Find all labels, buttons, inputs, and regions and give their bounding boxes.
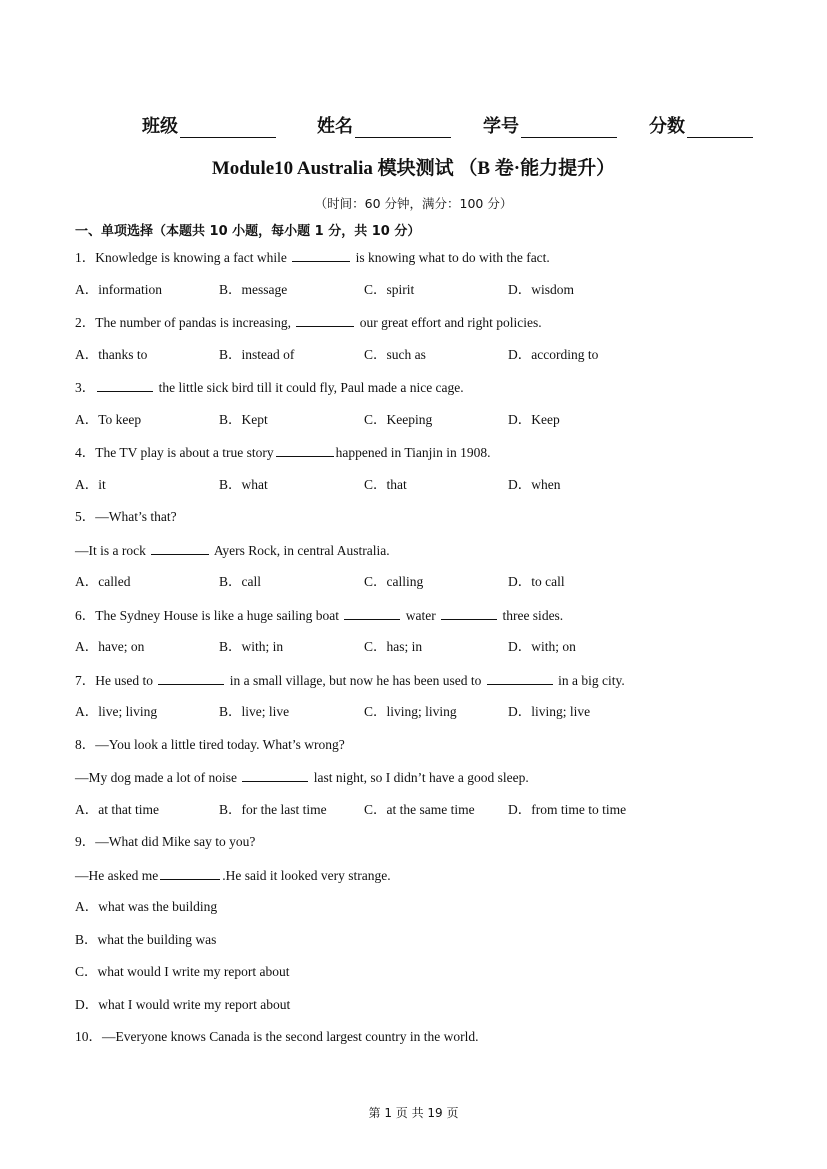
answer-blank [97, 377, 153, 392]
score-blank [687, 117, 753, 138]
name-field [317, 112, 451, 138]
question-4-stem: 4．The TV play is about a true story happened in Tianjin in 1908. [75, 442, 490, 462]
question-4-option-a: A．it [75, 477, 106, 492]
score-label: 分数 [649, 116, 685, 137]
question-4-option-d: D．when [508, 477, 561, 492]
question-8-option-d: D．from time to time [508, 802, 627, 817]
question-2-option-b: B．instead of [219, 347, 295, 362]
answer-blank [276, 442, 334, 457]
question-8-option-a: A．at that time [75, 802, 159, 817]
question-5-option-d: D．to call [508, 574, 565, 589]
question-1-option-d: D．wisdom [508, 282, 575, 297]
question-5-dialog-line: —It is a rock Ayers Rock, in central Australia. [75, 540, 390, 560]
question-1-option-c: C．spirit [364, 282, 415, 297]
question-7-option-d: D．living; live [508, 704, 591, 719]
question-3-option-b: B．Kept [219, 412, 268, 427]
question-1-option-b: B．message [219, 282, 288, 297]
question-5-option-a: A．called [75, 574, 131, 589]
question-6-option-b: B．with; in [219, 639, 284, 654]
question-6-option-c: C．has; in [364, 639, 423, 654]
answer-blank [242, 767, 308, 782]
section-heading: 一、单项选择（本题共 10 小题，每小题 1 分，共 10 分） [75, 224, 421, 239]
question-2-option-d: D．according to [508, 347, 599, 362]
exam-title: Module10 Australia 模块测试 （B 卷·能力提升） [211, 158, 616, 179]
student-number-blank [521, 117, 617, 138]
question-6-option-d: D．with; on [508, 639, 576, 654]
question-8-option-b: B．for the last time [219, 802, 327, 817]
question-3-option-c: C．Keeping [364, 412, 433, 427]
question-9-stem: 9．—What did Mike say to you? [75, 834, 256, 849]
question-5-stem: 5．—What’s that? [75, 509, 177, 524]
question-1-stem: 1．Knowledge is knowing a fact while is knowing what to do with the fact. [75, 247, 550, 267]
question-10-stem: 10．—Everyone knows Canada is the second largest country in the world. [75, 1029, 479, 1044]
answer-blank [296, 312, 354, 327]
question-9-option-d: D．what I would write my report about [75, 997, 291, 1012]
answer-blank [344, 605, 400, 620]
question-2-option-a: A．thanks to [75, 347, 148, 362]
answer-blank [292, 247, 350, 262]
question-7-option-c: C．living; living [364, 704, 457, 719]
answer-blank [441, 605, 497, 620]
question-9-dialog-line: —He asked me .He said it looked very strange. [75, 865, 391, 885]
question-9-option-b: B．what the building was [75, 932, 217, 947]
name-blank [355, 117, 451, 138]
question-8-option-c: C．at the same time [364, 802, 475, 817]
question-2-option-c: C．such as [364, 347, 426, 362]
class-field [142, 112, 276, 138]
answer-blank [151, 540, 209, 555]
answer-blank [160, 865, 220, 880]
question-6-option-a: A．have; on [75, 639, 145, 654]
question-7-stem: 7．He used to in a small village, but now he has been used to in a big city. [75, 670, 625, 690]
name-label: 姓名 [317, 116, 353, 137]
question-3-stem: 3． the little sick bird till it could fly, Paul made a nice cage. [75, 377, 464, 397]
question-7-option-b: B．live; live [219, 704, 290, 719]
student-number-label: 学号 [483, 116, 519, 137]
question-2-stem: 2．The number of pandas is increasing, our great effort and right policies. [75, 312, 542, 332]
question-9-option-a: A．what was the building [75, 899, 218, 914]
question-3-option-d: D．Keep [508, 412, 560, 427]
question-8-dialog-line: —My dog made a lot of noise last night, so I didn’t have a good sleep. [75, 767, 529, 787]
student-info-header [0, 112, 827, 136]
class-blank [180, 117, 276, 138]
answer-blank [487, 670, 553, 685]
question-4-option-b: B．what [219, 477, 268, 492]
question-9-option-c: C．what would I write my report about [75, 964, 290, 979]
page-footer: 第 1 页 共 19 页 [368, 1106, 459, 1120]
question-7-option-a: A．live; living [75, 704, 158, 719]
answer-blank [158, 670, 224, 685]
question-6-stem: 6．The Sydney House is like a huge sailing boat water three sides. [75, 605, 563, 625]
question-5-option-c: C．calling [364, 574, 424, 589]
question-1-option-a: A．information [75, 282, 162, 297]
student-number-field [483, 112, 617, 138]
question-3-option-a: A．To keep [75, 412, 142, 427]
question-8-stem: 8．—You look a little tired today. What’s wrong? [75, 737, 345, 752]
class-label: 班级 [142, 116, 178, 137]
score-field [649, 112, 753, 138]
exam-subtitle: （时间：60 分钟，满分：100 分） [314, 196, 513, 211]
question-4-option-c: C．that [364, 477, 407, 492]
question-5-option-b: B．call [219, 574, 261, 589]
